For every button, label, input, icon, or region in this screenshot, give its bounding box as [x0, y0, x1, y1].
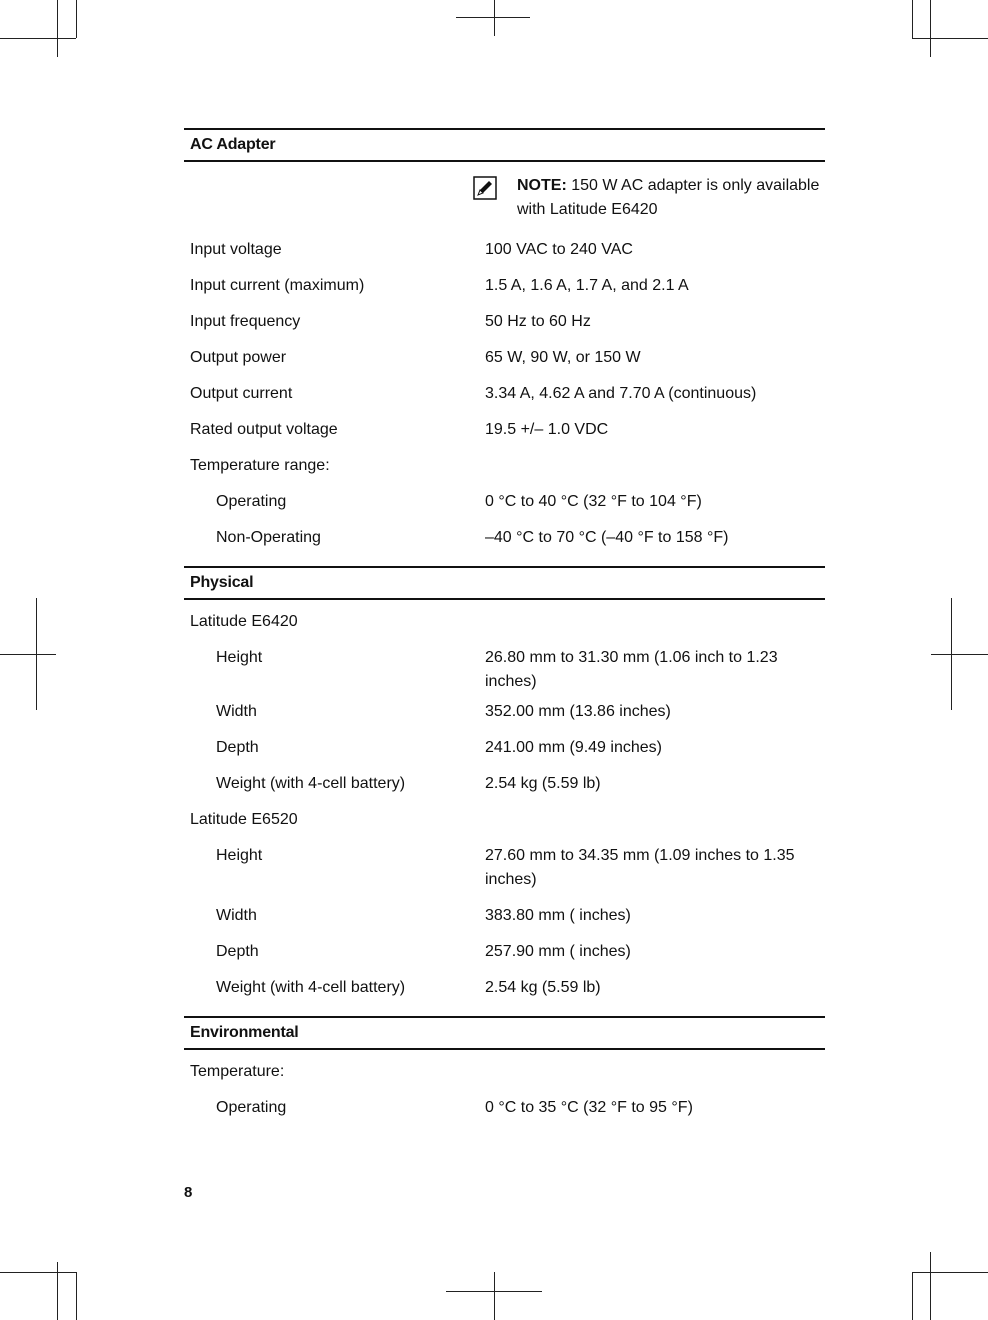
spec-row: [184, 838, 825, 898]
spec-label: Depth: [216, 943, 259, 960]
note-label: NOTE:: [517, 177, 567, 194]
spec-label: Latitude E6520: [190, 811, 298, 828]
spec-value: [485, 448, 825, 454]
spec-row: [184, 1054, 825, 1090]
pencil-note-icon: [473, 176, 497, 200]
spec-row: [184, 898, 825, 934]
spec-label: Output current: [190, 385, 293, 402]
spec-value: 27.60 mm to 34.35 mm (1.09 inches to 1.35 inches): [485, 847, 795, 888]
spec-label: Operating: [216, 1099, 287, 1116]
spec-row: [184, 970, 825, 1006]
spec-label: Width: [216, 907, 257, 924]
spec-label: Temperature:: [190, 1063, 285, 1080]
spec-value: 50 Hz to 60 Hz: [485, 313, 591, 330]
spec-value: [485, 1054, 825, 1060]
spec-value: 3.34 A, 4.62 A and 7.70 A (continuous): [485, 385, 757, 402]
spec-label: Non-Operating: [216, 529, 321, 546]
spec-row: [184, 640, 825, 694]
spec-row: [184, 802, 825, 838]
section-physical: [184, 566, 825, 1016]
spec-label: Depth: [216, 739, 259, 756]
spec-label: Temperature range:: [190, 457, 330, 474]
spec-label: Output power: [190, 349, 287, 366]
page-number: 8: [184, 1184, 193, 1201]
spec-row: [184, 448, 825, 484]
spec-label: Weight (with 4-cell battery): [216, 979, 406, 996]
spec-label: Width: [216, 703, 257, 720]
spec-row: [184, 934, 825, 970]
spec-value: 0 °C to 40 °C (32 °F to 104 °F): [485, 493, 702, 510]
section-environmental: [184, 1016, 825, 1136]
spec-label: Rated output voltage: [190, 421, 338, 438]
spec-row: [184, 268, 825, 304]
spec-value: [485, 604, 825, 610]
spec-value: 65 W, 90 W, or 150 W: [485, 349, 641, 366]
spec-row: [184, 304, 825, 340]
spec-value: 100 VAC to 240 VAC: [485, 241, 633, 258]
section-title: Physical: [184, 566, 825, 600]
spec-row: [184, 340, 825, 376]
spec-label: Input frequency: [190, 313, 301, 330]
spec-row: [184, 604, 825, 640]
spec-value: 2.54 kg (5.59 lb): [485, 979, 601, 996]
spec-row: [184, 232, 825, 268]
spec-label: Input voltage: [190, 241, 282, 258]
spec-row: [184, 766, 825, 802]
spec-row: [184, 694, 825, 730]
section-ac-adapter: [184, 128, 825, 566]
spec-value: 383.80 mm ( inches): [485, 907, 631, 924]
spec-label: Input current (maximum): [190, 277, 365, 294]
spec-value: [485, 802, 825, 808]
spec-row: [184, 520, 825, 556]
spec-value: 19.5 +/– 1.0 VDC: [485, 421, 609, 438]
section-title: AC Adapter: [184, 128, 825, 162]
spec-value: 2.54 kg (5.59 lb): [485, 775, 601, 792]
spec-value: 241.00 mm (9.49 inches): [485, 739, 662, 756]
spec-label: Height: [216, 649, 263, 666]
spec-label: Operating: [216, 493, 287, 510]
spec-row: [184, 1090, 825, 1126]
spec-value: 352.00 mm (13.86 inches): [485, 703, 671, 720]
spec-label: Height: [216, 847, 263, 864]
spec-value: –40 °C to 70 °C (–40 °F to 158 °F): [485, 529, 729, 546]
section-title: Environmental: [184, 1016, 825, 1050]
spec-label: Weight (with 4-cell battery): [216, 775, 406, 792]
spec-content: [184, 128, 825, 1136]
spec-row: [184, 484, 825, 520]
spec-row: [184, 730, 825, 766]
spec-row: [184, 412, 825, 448]
note-text: 150 W AC adapter is only available with Latitude E6420: [517, 177, 820, 218]
spec-value: 1.5 A, 1.6 A, 1.7 A, and 2.1 A: [485, 277, 689, 294]
spec-label: Latitude E6420: [190, 613, 298, 630]
spec-value: 257.90 mm ( inches): [485, 943, 631, 960]
spec-value: 0 °C to 35 °C (32 °F to 95 °F): [485, 1099, 693, 1116]
spec-value: 26.80 mm to 31.30 mm (1.06 inch to 1.23 inches): [485, 649, 778, 690]
note: [184, 162, 825, 228]
spec-row: [184, 376, 825, 412]
